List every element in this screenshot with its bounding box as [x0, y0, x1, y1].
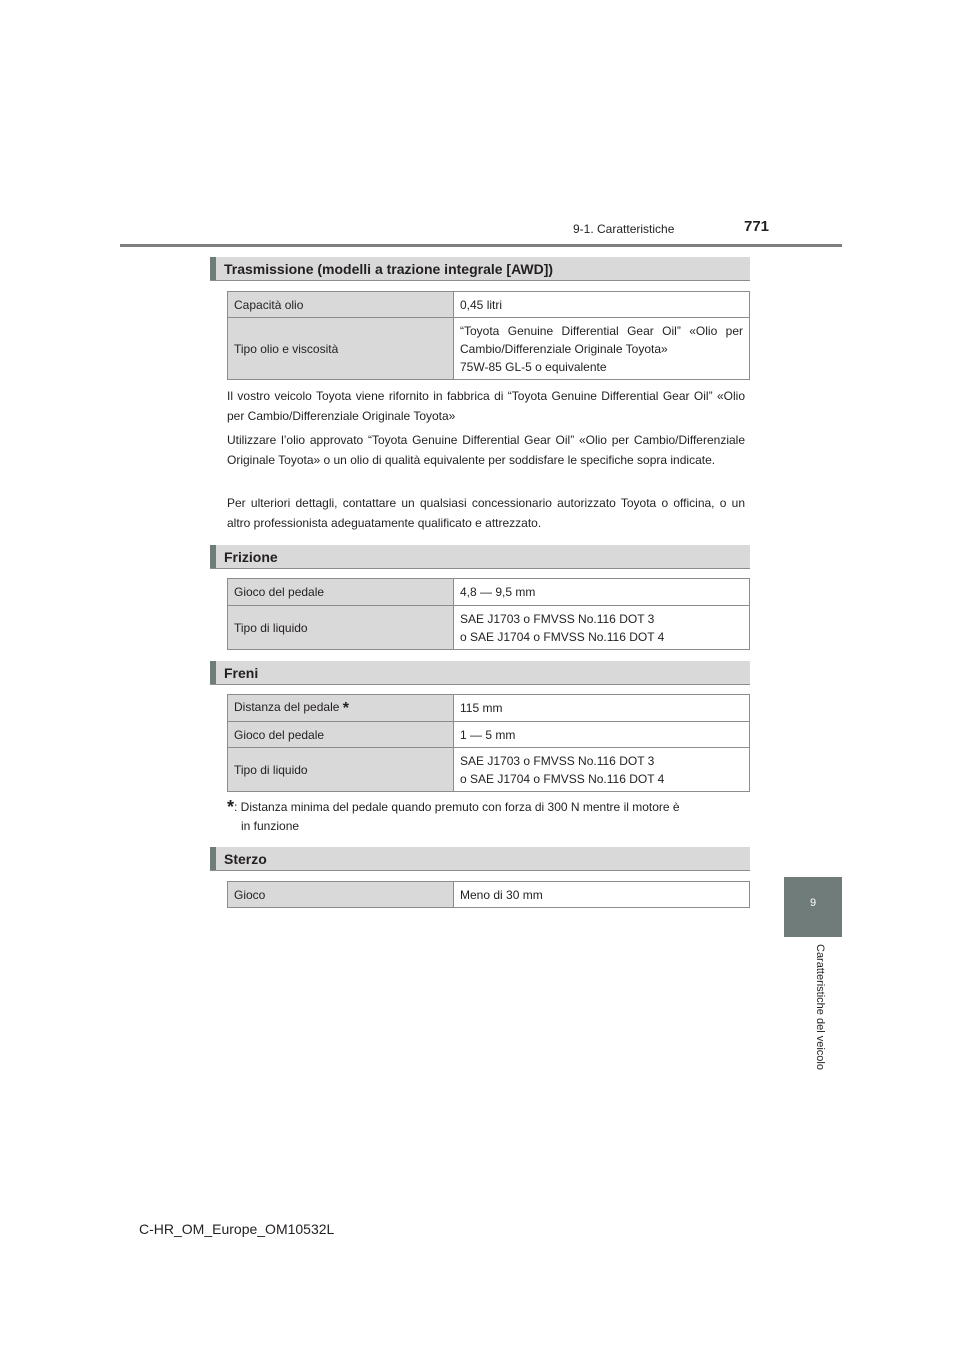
spec-value [454, 606, 750, 650]
spec-value-line: o SAE J1704 o FMVSS No.116 DOT 4 [460, 629, 665, 644]
document-code: C-HR_OM_Europe_OM10532L [139, 1221, 335, 1237]
section-heading-brakes [210, 661, 750, 685]
table-row [228, 606, 750, 650]
spec-value-line: SAE J1703 o FMVSS No.116 DOT 3 [460, 753, 655, 768]
table-row [228, 318, 750, 380]
section-heading-transmission [210, 257, 750, 281]
spec-label: Gioco [228, 882, 454, 908]
transmission-spec-table [227, 291, 750, 380]
footnote-line: in funzione [241, 819, 300, 833]
clutch-spec-table [227, 578, 750, 650]
spec-value: 1 — 5 mm [454, 722, 750, 748]
spec-value-line: o SAE J1704 o FMVSS No.116 DOT 4 [460, 771, 665, 786]
table-row [228, 292, 750, 318]
table-row [228, 722, 750, 748]
brakes-spec-table [227, 694, 750, 792]
spec-value: 115 mm [454, 695, 750, 722]
section-heading-bar [210, 257, 216, 280]
spec-label: Gioco del pedale [228, 579, 454, 606]
steering-spec-table [227, 881, 750, 908]
table-row [228, 748, 750, 792]
footnote [227, 798, 747, 836]
spec-value [454, 318, 750, 380]
chapter-tab-label: Caratteristiche del veicolo [814, 944, 826, 1070]
spec-label: Tipo di liquido [228, 748, 454, 792]
spec-value-line: “Toyota Genuine Differential Gear Oil” «Olio per Cambio/Differenziale Originale Toyota» [460, 323, 743, 356]
footnote-marker: * [227, 797, 235, 817]
spec-value-line: 75W-85 GL-5 o equivalente [460, 359, 607, 374]
section-title: Frizione [224, 549, 278, 565]
chapter-tab-number: 9 [809, 897, 817, 909]
paragraph: Per ulteriori dettagli, contattare un qualsiasi concessionario autorizzato Toyota o officina, o un altro professionista adeguatamente qualificato e attrezzato. [227, 496, 745, 530]
header-rule [120, 244, 842, 247]
footnote-marker: * [342, 700, 349, 717]
spec-value: Meno di 30 mm [454, 882, 750, 908]
spec-value-line: SAE J1703 o FMVSS No.116 DOT 3 [460, 611, 655, 626]
section-title: Sterzo [224, 851, 267, 867]
section-heading-bar [210, 847, 216, 870]
table-row [228, 695, 750, 722]
table-row [228, 882, 750, 908]
section-heading-clutch [210, 545, 750, 569]
section-title: Trasmissione (modelli a trazione integrale [AWD]) [224, 261, 554, 277]
section-heading-bar [210, 661, 216, 684]
spec-label [228, 695, 454, 722]
page-number: 771 [744, 218, 770, 235]
paragraph: Utilizzare l’olio approvato “Toyota Genuine Differential Gear Oil” «Olio per Cambio/Differenziale Originale Toyota» o un olio di qualità equivalente per soddisfare le specifiche sopra indicate. [227, 433, 745, 467]
spec-label: Capacità olio [228, 292, 454, 318]
spec-value [454, 748, 750, 792]
spec-value: 4,8 — 9,5 mm [454, 579, 750, 606]
spec-label: Tipo olio e viscosità [228, 318, 454, 380]
spec-value: 0,45 litri [454, 292, 750, 318]
footnote-text: : Distanza minima del pedale quando premuto con forza di 300 N mentre il motore è [234, 800, 680, 814]
spec-label: Gioco del pedale [228, 722, 454, 748]
section-heading-steering [210, 847, 750, 871]
spec-label-text: Distanza del pedale [234, 700, 340, 714]
footnote-line [227, 798, 747, 817]
running-header-section: 9-1. Caratteristiche [573, 222, 675, 236]
table-row [228, 579, 750, 606]
paragraph: Il vostro veicolo Toyota viene rifornito in fabbrica di “Toyota Genuine Differential Gear Oil” «Olio per Cambio/Differenziale Originale Toyota» [227, 389, 745, 423]
section-heading-bar [210, 545, 216, 568]
section-title: Freni [224, 665, 259, 681]
spec-label: Tipo di liquido [228, 606, 454, 650]
